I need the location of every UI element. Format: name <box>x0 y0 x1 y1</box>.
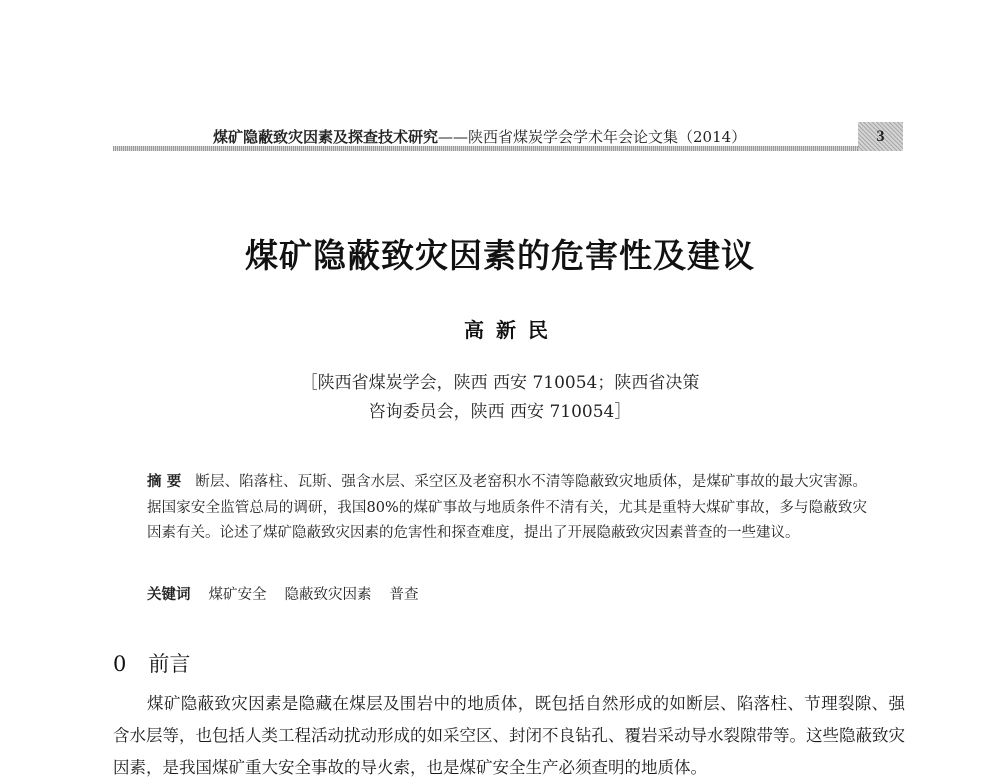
keywords-label: 关键词 <box>147 587 191 603</box>
section-title: 前言 <box>148 652 191 676</box>
section-heading <box>113 648 190 678</box>
affiliation-line-2: 咨询委员会，陕西 西安 710054］ <box>368 402 632 422</box>
keywords <box>147 583 867 607</box>
header-dash: —— <box>438 128 469 146</box>
article-title: 煤矿隐蔽致灾因素的危害性及建议 <box>245 236 755 275</box>
proceedings-title: 陕西省煤炭学会学术年会论文集（2014） <box>468 128 747 146</box>
affiliation-line-1: ［陕西省煤炭学会，陕西 西安 710054；陕西省决策 <box>300 373 700 393</box>
keyword: 隐蔽致灾因素 <box>284 587 372 603</box>
keyword: 煤矿安全 <box>208 587 267 603</box>
section-number: 0 <box>113 652 127 676</box>
running-header-text <box>213 126 746 147</box>
abstract-text: 断层、陷落柱、瓦斯、强含水层、采空区及老窑积水不清等隐蔽致灾地质体，是煤矿事故的最大灾害源。据国家安全监管总局的调研，我国80%的煤矿事故与地质条件不清有关，尤其是重特大煤矿事故，多与隐蔽致灾因素有关。论述了煤矿隐蔽致灾因素的危害性和探查难度，提出了开展隐蔽致灾因素普查的一些建议。 <box>147 474 867 541</box>
abstract <box>147 470 867 547</box>
author-name: 高新民 <box>464 318 560 342</box>
header-rule <box>113 146 858 151</box>
body-paragraph: 煤矿隐蔽致灾因素是隐藏在煤层及围岩中的地质体，既包括自然形成的如断层、陷落柱、节理裂隙、强含水层等，也包括人类工程活动扰动形成的如采空区、封闭不良钻孔、覆岩采动导水裂隙带等。这些隐蔽致灾因素，是我国煤矿重大安全事故的导火索，也是煤矿安全生产必须查明的地质体。 <box>113 694 905 777</box>
page-number: 3 <box>858 122 903 151</box>
keyword: 普查 <box>389 587 419 603</box>
running-header <box>113 122 903 152</box>
affiliation <box>0 369 1000 427</box>
book-title: 煤矿隐蔽致灾因素及探查技术研究 <box>213 128 439 146</box>
abstract-label: 摘 要 <box>147 474 182 490</box>
